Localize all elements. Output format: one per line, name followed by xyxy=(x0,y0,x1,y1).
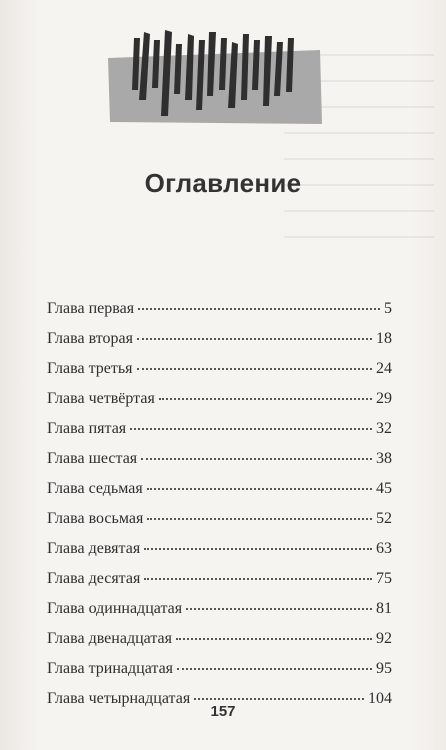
toc-entry-label: Глава восьмая xyxy=(47,510,144,527)
dot-leader xyxy=(137,337,372,340)
toc-title: Оглавление xyxy=(144,168,302,198)
toc-entry-label: Глава третья xyxy=(47,360,133,377)
toc-entry-page: 5 xyxy=(384,300,392,317)
table-of-contents xyxy=(47,300,392,720)
dot-leader xyxy=(138,307,380,310)
toc-entry-page: 63 xyxy=(376,540,392,557)
dot-leader xyxy=(177,667,372,670)
dot-leader xyxy=(130,427,372,430)
page-number: 157 xyxy=(210,703,236,720)
toc-entry-page: 32 xyxy=(376,420,392,437)
toc-entry-label: Глава двенадцатая xyxy=(47,630,172,647)
toc-entry-label: Глава седьмая xyxy=(47,480,143,497)
toc-entry-label: Глава одиннадцатая xyxy=(47,600,183,617)
toc-entry[interactable] xyxy=(47,330,392,360)
piano-keys-graphic xyxy=(108,30,326,126)
toc-entry-page: 45 xyxy=(376,480,392,497)
toc-entry-label: Глава четырнадцатая xyxy=(47,690,191,707)
dot-leader xyxy=(141,457,372,460)
dot-leader xyxy=(144,577,372,580)
toc-entry-page: 24 xyxy=(376,360,392,377)
toc-entry[interactable] xyxy=(47,300,392,330)
toc-entry-label: Глава девятая xyxy=(47,540,141,557)
toc-entry[interactable] xyxy=(47,450,392,480)
toc-entry-label: Глава тринадцатая xyxy=(47,660,174,677)
toc-entry-page: 52 xyxy=(376,510,392,527)
dot-leader xyxy=(159,397,372,400)
toc-entry-label: Глава десятая xyxy=(47,570,141,587)
toc-entry[interactable] xyxy=(47,570,392,600)
toc-entry-page: 104 xyxy=(368,690,392,707)
toc-entry[interactable] xyxy=(47,540,392,570)
toc-entry-page: 18 xyxy=(376,330,392,347)
toc-entry-label: Глава пятая xyxy=(47,420,127,437)
toc-entry[interactable] xyxy=(47,600,392,630)
toc-entry[interactable] xyxy=(47,630,392,660)
dot-leader xyxy=(186,607,372,610)
toc-entry-label: Глава вторая xyxy=(47,330,133,347)
toc-entry-page: 29 xyxy=(376,390,392,407)
dot-leader xyxy=(176,637,372,640)
dot-leader xyxy=(147,517,372,520)
toc-entry[interactable] xyxy=(47,420,392,450)
toc-entry[interactable] xyxy=(47,390,392,420)
toc-entry-page: 95 xyxy=(376,660,392,677)
toc-entry-label: Глава четвёртая xyxy=(47,390,155,407)
toc-entry[interactable] xyxy=(47,480,392,510)
dot-leader xyxy=(147,487,372,490)
toc-entry-page: 81 xyxy=(376,600,392,617)
toc-entry[interactable] xyxy=(47,360,392,390)
toc-entry[interactable] xyxy=(47,660,392,690)
toc-entry-label: Глава первая xyxy=(47,300,135,317)
toc-entry-page: 75 xyxy=(376,570,392,587)
toc-entry[interactable] xyxy=(47,510,392,540)
toc-entry-page: 92 xyxy=(376,630,392,647)
dot-leader xyxy=(194,697,364,700)
dot-leader xyxy=(137,367,372,370)
toc-entry-label: Глава шестая xyxy=(47,450,138,467)
dot-leader xyxy=(144,547,372,550)
toc-entry-page: 38 xyxy=(376,450,392,467)
